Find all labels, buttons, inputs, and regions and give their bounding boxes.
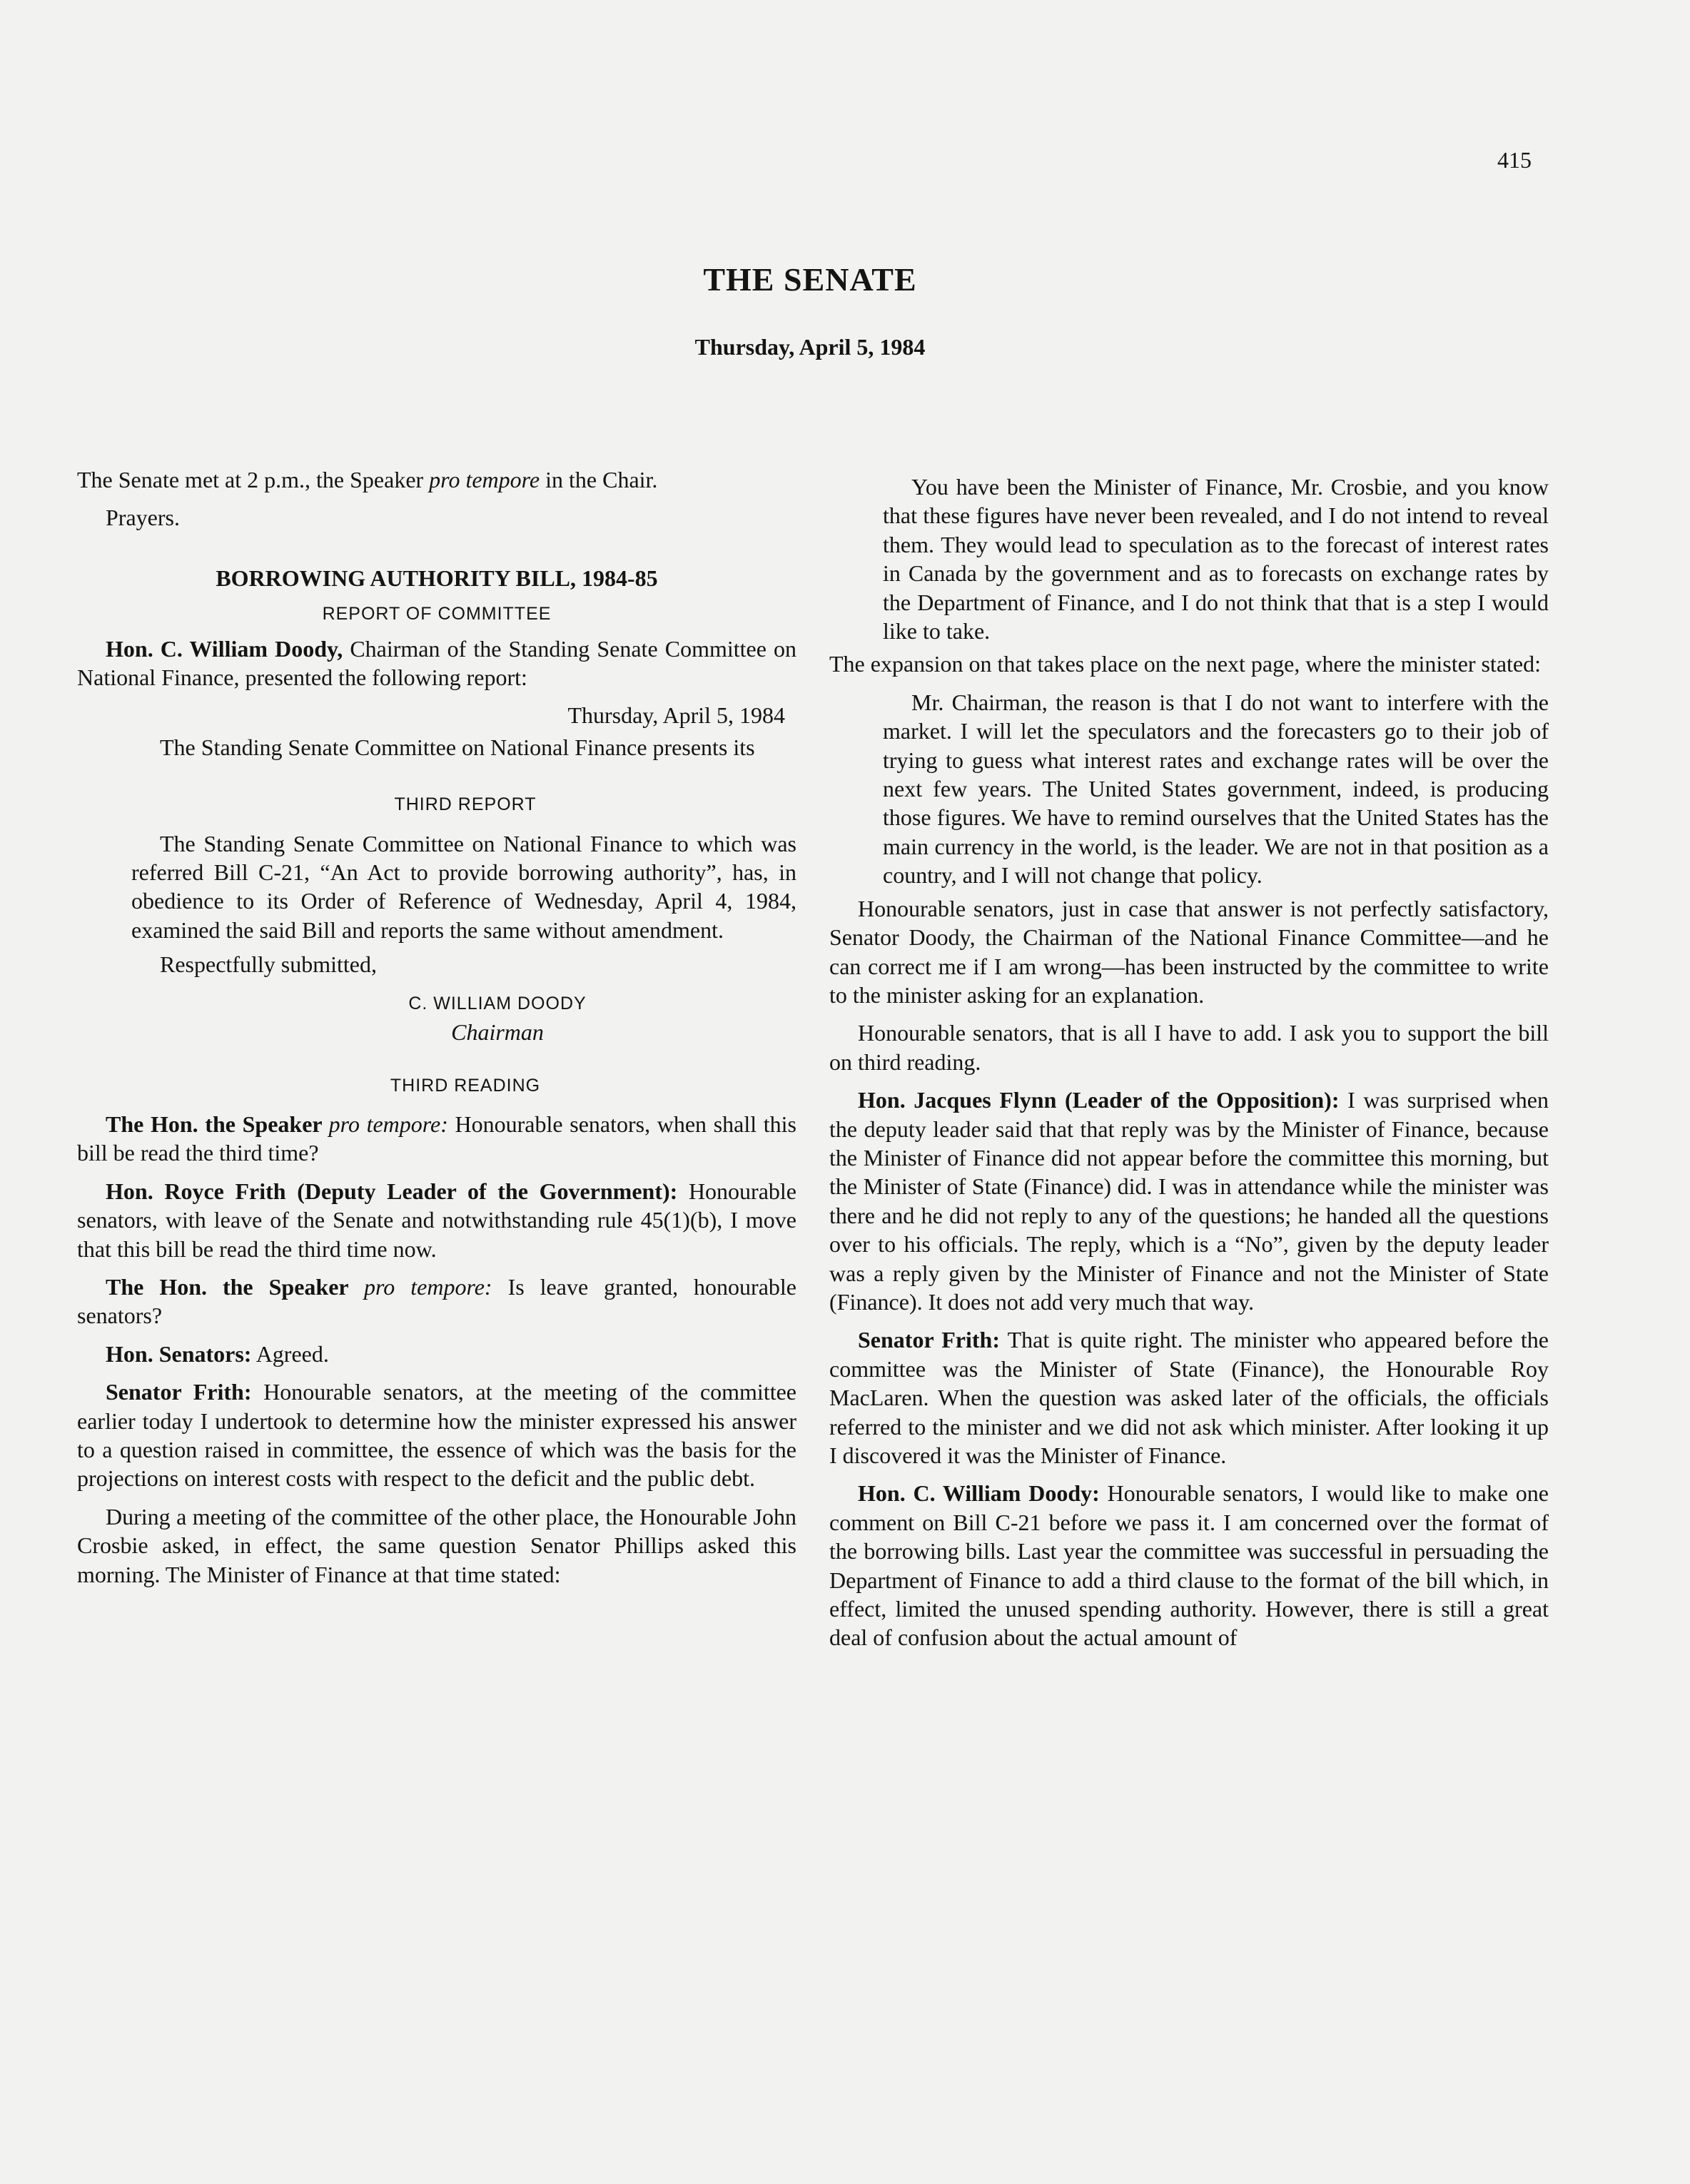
minister-quote-2 xyxy=(883,688,1549,890)
frith-motion xyxy=(77,1177,796,1263)
third-report-heading: THIRD REPORT xyxy=(394,794,537,815)
speaker-name: Hon. Senators: xyxy=(106,1340,252,1367)
speech-text: That is quite right. The minister who appeared before the committee was the Minister of State (Finance), the Honourable Roy MacLaren. When the question was asked later of the officials, the officials referred to the minister and we did not ask which minister. After looking it up I discovered it was the Minister of Finance. xyxy=(829,1327,1549,1468)
opening-text: The Senate met at 2 p.m., the Speaker xyxy=(77,467,430,492)
quote-text: Mr. Chairman, the reason is that I do not want to interfere with the market. I will let the speculators and the forecasters go to their job of trying to guess what interest rates and exchange rates will be over the next few years. The United States government, indeed, is producing those figures. We have to remind ourselves that the United States has the main currency in the world, is the leader. We are not in that position as a country, and I will not change that policy. xyxy=(883,689,1549,889)
signature xyxy=(77,989,796,1047)
frith-explanation: Honourable senators, just in case that answer is not perfectly satisfactory, Senator Doody, the Chairman of the National Finance Committee—and he can correct me if I am wrong—has been instructed by the committee to write to the minister asking for an explanation. xyxy=(829,895,1549,1008)
sitting-date: Thursday, April 5, 1984 xyxy=(694,334,926,360)
minister-quote-1 xyxy=(883,472,1549,645)
page-number: 415 xyxy=(1497,147,1532,173)
speaker-italic: pro tempore: xyxy=(328,1111,448,1137)
speaker-name: Hon. C. William Doody, xyxy=(106,635,343,662)
speech-text: Honourable senators, I would like to make one comment on Bill C-21 before we pass it. I am concerned over the format of the borrowing bills. Last year the committee was successful in persuading the Department of Finance to add a third clause to the format of the bill which, in effect, limited the unused spending authority. However, there is still a great deal of confusion about the actual amount of xyxy=(829,1480,1549,1651)
opening-text-end: in the Chair. xyxy=(540,467,658,492)
speech-text: I was surprised when the deputy leader said that that reply was by the Minister of Finance, because the Minister of Finance did not appear before the committee this morning, but the Minister of State (Finance) did. I was in attendance while the minister was there and he did not reply to any of the questions; he handed all the questions over to his officials. The reply, which is a “No”, given by the deputy leader was a reply given by the Minister of Finance and not the Minister of State (Finance). It does not add very much that way. xyxy=(829,1087,1549,1315)
page-title: THE SENATE xyxy=(703,261,917,298)
speech-text: Honourable senators, with leave of the Senate and notwithstanding rule 45(1)(b), I move that this bill be read the third time now. xyxy=(77,1178,797,1262)
speaker-name: Hon. Royce Frith (Deputy Leader of the Government): xyxy=(106,1178,678,1204)
opening-paragraph xyxy=(77,465,796,494)
speech-text: Agreed. xyxy=(251,1340,329,1367)
speaker-name: The Hon. the Speaker xyxy=(106,1273,365,1300)
report-body xyxy=(131,733,796,762)
flynn-statement xyxy=(829,1086,1549,1316)
speaker-name: Senator Frith: xyxy=(106,1379,252,1405)
signature-title: Chairman xyxy=(451,1019,544,1046)
right-column xyxy=(829,465,1549,1662)
quote-text: You have been the Minister of Finance, Mr. Crosbie, and you know that these figures have never been revealed, and I do not intend to reveal them. They would lead to speculation as to the forecast of interest rates in Canada by the government and as to forecasts on exchange rates by the Department of Finance, and I do not think that that is a step I would like to take. xyxy=(883,474,1549,644)
presents-text: The Standing Senate Committee on National Finance presents its xyxy=(160,734,755,760)
report-text-block xyxy=(131,829,796,979)
speaker-question-1 xyxy=(77,1110,796,1168)
senators-agreed xyxy=(77,1340,796,1368)
respectfully-submitted: Respectfully submitted, xyxy=(160,951,377,978)
frith-continued: During a meeting of the committee of the other place, the Honourable John Crosbie asked, in effect, the same question Senator Phillips asked this morning. The Minister of Finance at that time stated: xyxy=(77,1503,796,1587)
frith-closing: Honourable senators, that is all I have to add. I ask you to support the bill on third reading. xyxy=(829,1020,1549,1075)
third-reading-heading: THIRD READING xyxy=(390,1075,541,1096)
speech-text: Chairman of the Standing Senate Committee on National Finance, presented the following report: xyxy=(77,635,796,691)
frith-statement xyxy=(77,1377,796,1493)
speech-text: Honourable senators, at the meeting of the committee earlier today I undertook to determine how the minister expressed his answer to a question raised in committee, the essence of which was the basis for the projections on interest costs with respect to the deficit and the public debt. xyxy=(77,1379,797,1492)
report-date: Thursday, April 5, 1984 xyxy=(567,702,785,729)
report-heading: REPORT OF COMMITTEE xyxy=(322,604,552,625)
speaker-name: Hon. C. William Doody: xyxy=(858,1480,1100,1507)
speaker-italic: pro tempore: xyxy=(364,1273,492,1300)
report-text: The Standing Senate Committee on National Finance to which was referred Bill C-21, “An Act to provide borrowing authority”, has, in obedience to its Order of Reference of Wednesday, April 4, 1984, examined the said Bill and reports the same without amendment. xyxy=(131,830,796,943)
speech-text: Honourable senators, when shall this bill be read the third time? xyxy=(77,1111,797,1166)
speaker-name: Hon. Jacques Flynn (Leader of the Opposition): xyxy=(858,1087,1340,1113)
speaker-question-2 xyxy=(77,1273,796,1330)
signature-name: C. WILLIAM DOODY xyxy=(408,993,587,1013)
doody-comment xyxy=(829,1479,1549,1652)
speech-text: Is leave granted, honourable senators? xyxy=(77,1273,797,1329)
frith-reply xyxy=(829,1325,1549,1470)
speaker-name: Senator Frith: xyxy=(858,1327,1001,1353)
speaker-name: The Hon. the Speaker xyxy=(106,1111,329,1137)
doody-intro xyxy=(77,635,796,692)
bill-heading: BORROWING AUTHORITY BILL, 1984-85 xyxy=(216,565,658,591)
expansion-text: The expansion on that takes place on the next page, where the minister stated: xyxy=(829,651,1541,677)
left-column xyxy=(77,465,796,1598)
opening-italic: pro tempore xyxy=(429,467,540,492)
prayers: Prayers. xyxy=(106,505,180,531)
